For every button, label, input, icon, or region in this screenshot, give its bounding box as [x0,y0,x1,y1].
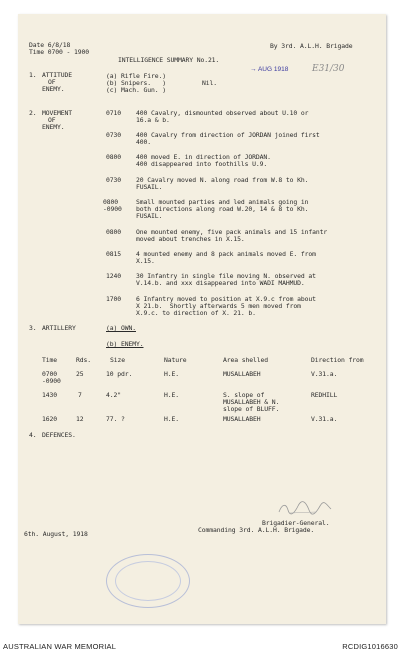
movement-time: 0800 -0900 [103,198,122,214]
section2-number: 2. [29,109,37,117]
row-direction: V.31.a. [311,370,338,378]
movement-time: 0730 [106,176,121,184]
row-nature: H.E. [164,415,179,423]
movement-text: One mounted enemy, five pack animals and 15 infantr moved about trenches in X.15. [136,228,328,244]
row-rounds: 25 [76,370,84,378]
received-date-stamp: → AUG 1918 [250,66,289,73]
row-rounds: 7 [78,391,82,399]
section3-heading: ARTILLERY [42,324,76,332]
section1-number: 1. [29,71,37,79]
section1-item-rifle: (a) Rifle Fire.) [106,72,166,80]
footer-archive-name: AUSTRALIAN WAR MEMORIAL [3,642,117,651]
col-header-size: Size [110,356,125,364]
stamp-arrow-icon: → [250,66,258,73]
movement-time: 1240 [106,272,121,280]
pencil-reference: E31/30 [312,64,345,74]
row-direction: REDHILL [311,391,338,399]
movement-time: 0710 [106,109,121,117]
section4-number: 4. [29,431,37,439]
time-line: Time 0700 - 1900 [29,48,89,56]
movement-time: 0800 [106,228,121,236]
row-direction: V.31.a. [311,415,338,423]
movement-text: 400 Cavalry from direction of JORDAN joined first 400. [136,131,320,147]
row-time: 1430 [42,391,57,399]
movement-text: Small mounted parties and led animals going in both directions along road W.20, 14 & 8 to Kh. FUSAIL. [136,198,309,221]
date-line: Date 6/8/18 [29,41,71,49]
col-header-area: Area shelled [223,356,268,364]
section1-value: Nil. [202,79,217,87]
row-size: 10 pdr. [106,370,133,378]
col-header-time: Time [42,356,57,364]
section2-heading-line1: MOVEMENT [42,109,72,117]
artillery-own-label: (a) OWN. [106,324,136,332]
movement-text: 6 Infantry moved to position at X.9.c from about X 21.b. Shortly afterwards 5 men moved from X.9.c. to direction of X. 21. b. [136,295,316,318]
section1-heading-line3: ENEMY. [42,85,65,93]
movement-time: 1700 [106,295,121,303]
section4-heading: DEFENCES. [42,431,76,439]
row-size: 4.2" [106,391,121,399]
movement-text: 400 moved E. in direction of JORDAN. 400 disappeared into foothills U.9. [136,153,271,169]
section1-heading-line1: ATTITUDE [42,71,72,79]
movement-text: 20 Cavalry moved N. along road from W.8 to Kh. FUSAIL. [136,176,309,192]
row-nature: H.E. [164,391,179,399]
section1-heading-line2: OF [48,78,56,86]
signature-scribble [276,500,334,516]
section1-item-machine-gun: (c) Mach. Gun. ) [106,86,166,94]
movement-text: 4 mounted enemy and 8 pack animals moved E. from X.15. [136,250,316,266]
signoff-command: Commanding 3rd. A.L.H. Brigade. [198,526,315,534]
movement-text: 400 Cavalry, dismounted observed about U.10 or 16.a & b. [136,109,309,125]
col-header-rounds: Rds. [76,356,91,364]
row-rounds: 12 [76,415,84,423]
row-nature: H.E. [164,370,179,378]
document-page [18,14,386,624]
section2-heading-line2: OF [48,116,56,124]
row-time: 1620 [42,415,57,423]
movement-text: 30 Infantry in single file moving N. observed at V.14.b. and xxx disappeared into WADI MAHMUD. [136,272,316,288]
signoff-date: 6th. August, 1918 [24,530,88,538]
movement-time: 0730 [106,131,121,139]
movement-time: 0800 [106,153,121,161]
oval-stamp-mark [106,554,190,608]
artillery-enemy-label: (b) ENEMY. [106,340,144,348]
row-size: 77. ? [106,415,125,423]
signoff-rank: Brigadier-General. [262,519,330,527]
col-header-nature: Nature [164,356,187,364]
section2-heading-line3: ENEMY. [42,123,65,131]
section1-item-snipers: (b) Snipers. ) [106,79,166,87]
col-header-direction: Direction from [311,356,364,364]
row-area: MUSALLABEH [223,370,261,378]
row-area: S. slope of MUSALLABEH & N. slope of BLUFF. [223,391,280,414]
summary-title: INTELLIGENCE SUMMARY No.21. [118,56,220,64]
brigade-line: By 3rd. A.L.H. Brigade [270,42,353,50]
footer-record-id: RCDIG1016630 [342,642,398,651]
section3-number: 3. [29,324,37,332]
movement-time: 0815 [106,250,121,258]
row-area: MUSALLABEH [223,415,261,423]
row-time: 0700 -0900 [42,370,61,386]
